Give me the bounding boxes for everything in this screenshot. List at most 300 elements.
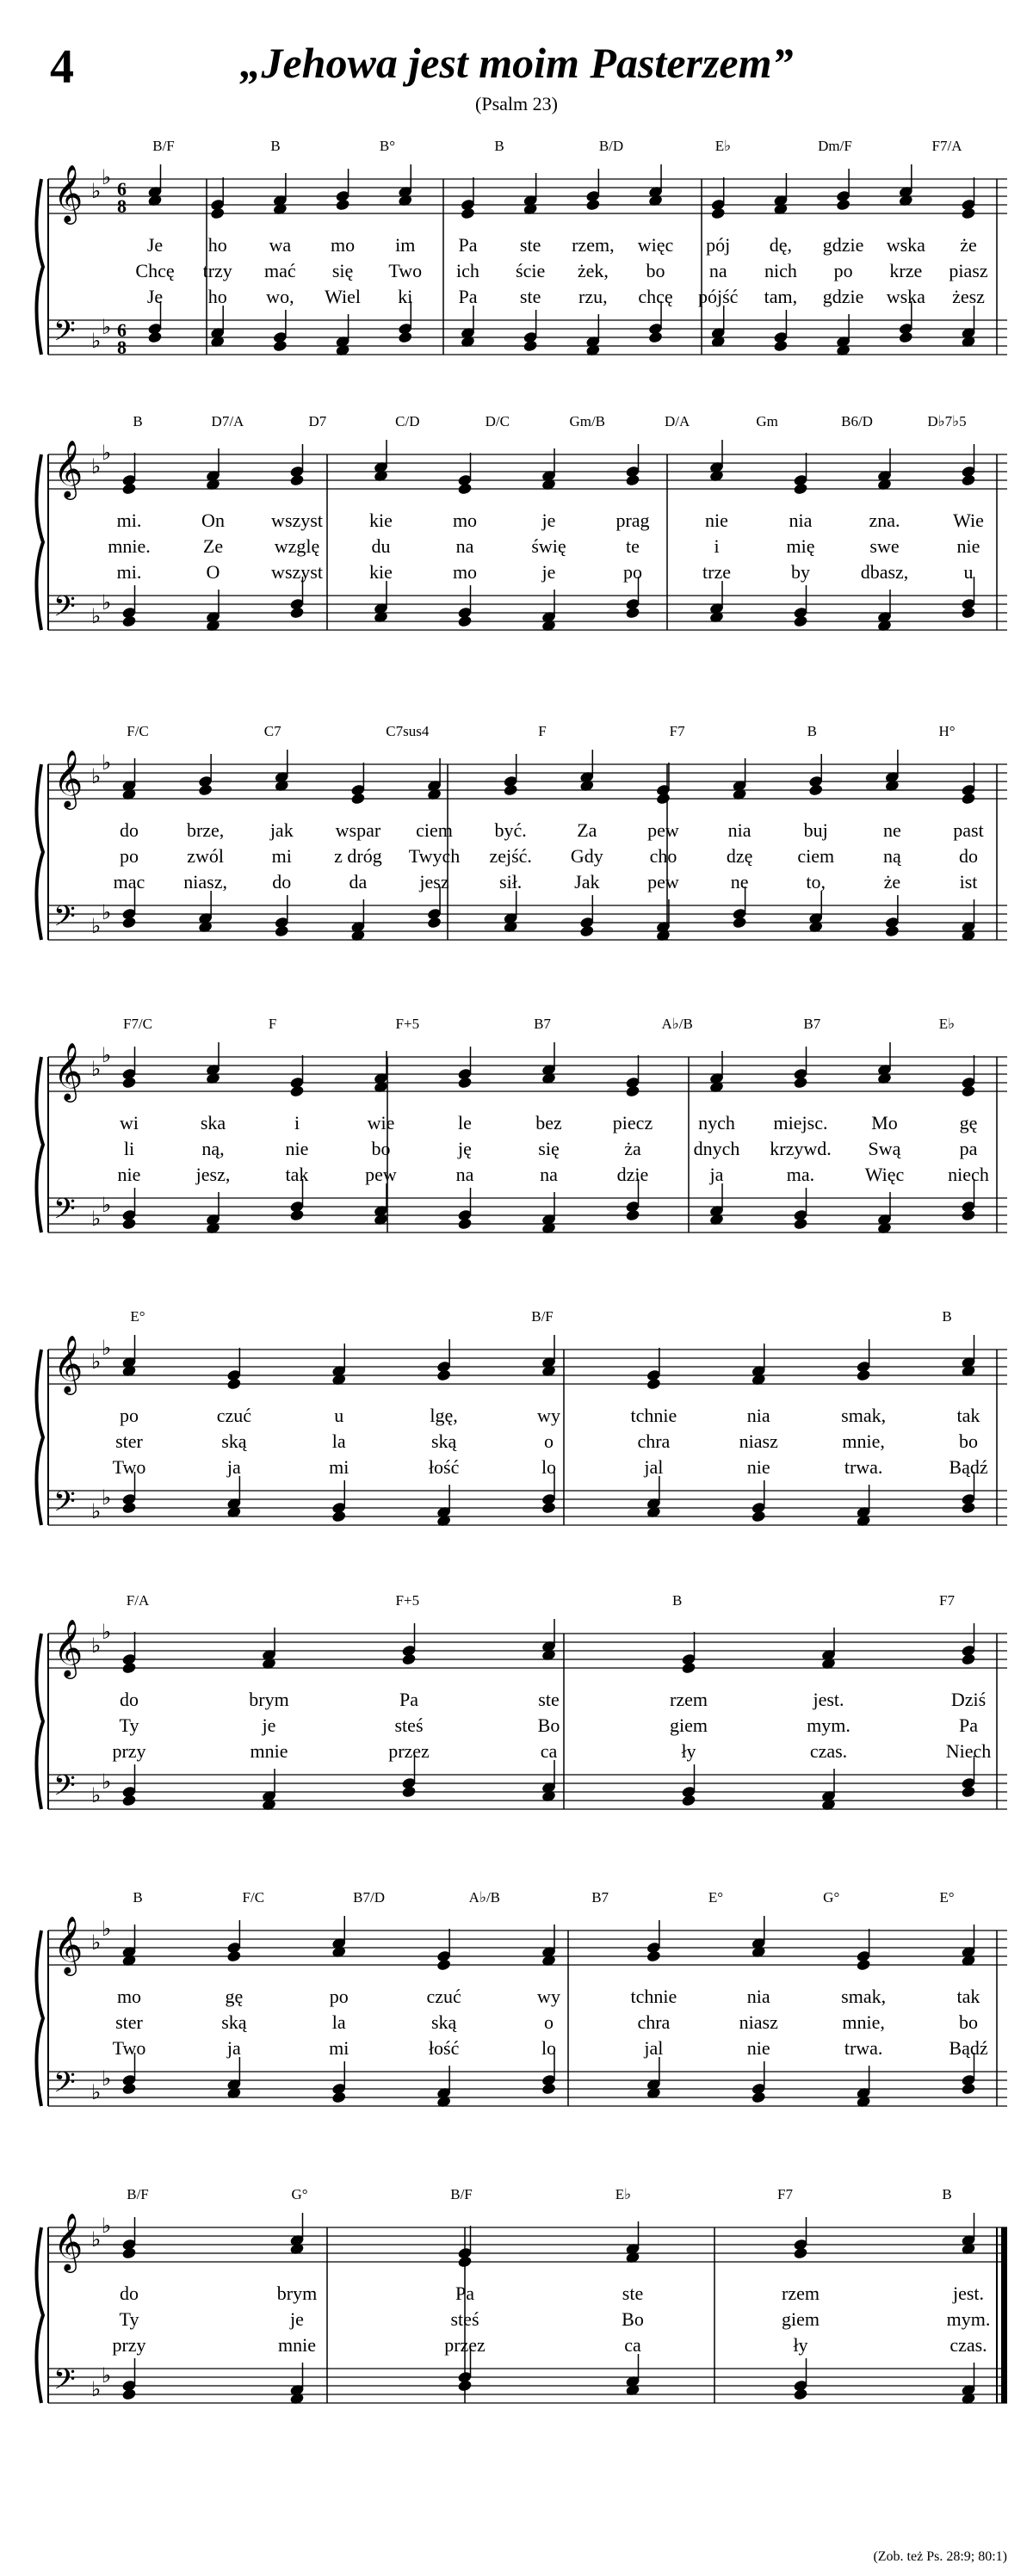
flat-icon: ♭ [91, 1785, 102, 1807]
lyric-syllable: ne [730, 871, 749, 893]
treble-staff [48, 1618, 1007, 1679]
bass-staff [48, 2363, 1007, 2403]
lyric-syllable: chra [637, 1430, 671, 1452]
lyric-syllable: Pa [399, 1689, 418, 1710]
chord-symbol: F+5 [395, 1016, 420, 1032]
lyric-syllable: by [791, 561, 810, 583]
lyric-syllable: łość [428, 2037, 460, 2059]
lyric-syllable: ja [709, 1164, 724, 1185]
music-system-1 [34, 129, 1007, 387]
chord-symbol: C7 [263, 723, 281, 739]
flat-icon: ♭ [102, 1771, 112, 1794]
chord-symbol: F/C [127, 723, 149, 739]
chord-symbol: B/F [127, 2186, 149, 2202]
lyric-syllable: Swą [868, 1138, 901, 1159]
lyric-syllable: jest. [952, 2283, 985, 2304]
flat-icon: ♭ [91, 1501, 102, 1523]
flat-icon: ♭ [102, 1622, 112, 1644]
note-chord [732, 758, 747, 930]
lyric-syllable: ciem [797, 845, 835, 867]
lyric-syllable: ły [681, 1740, 696, 1762]
bass-clef-icon: 𝄢 [53, 1486, 76, 1525]
lyric-syllable: że [883, 871, 901, 893]
flat-icon: ♭ [102, 1337, 112, 1360]
lyric-syllable: mi. [116, 510, 142, 531]
lyric-syllable: Pa [455, 2283, 474, 2304]
flat-icon: ♭ [102, 2215, 112, 2238]
lyric-syllable: zwól [187, 845, 225, 867]
bass-clef-icon: 𝄢 [53, 900, 76, 940]
lyric-syllable: tam, [764, 286, 798, 307]
lyric-syllable: du [371, 535, 391, 557]
lyric-syllable: bez [535, 1112, 562, 1134]
lyric-syllable: On [201, 510, 225, 531]
staff-graphics [34, 714, 1007, 973]
chord-symbol: D♭7♭5 [927, 413, 967, 429]
lyric-syllable: Bo [537, 1714, 560, 1736]
lyric-syllable: Ty [119, 2308, 139, 2330]
bass-clef-icon: 𝄢 [53, 1193, 76, 1232]
chord-symbol: E° [130, 1308, 145, 1325]
time-signature-bottom: 8 [117, 337, 127, 358]
chord-symbol: B [942, 2186, 952, 2202]
chord-symbol: D/C [485, 413, 510, 429]
lyric-syllable: Pa [458, 234, 478, 256]
lyric-syllable: nie [117, 1164, 141, 1185]
lyric-syllable: Chcę [135, 260, 175, 281]
lyric-syllable: na [540, 1164, 558, 1185]
lyric-syllable: Twych [408, 845, 461, 867]
lyric-syllable: ca [624, 2334, 641, 2356]
lyric-syllable: i [714, 535, 720, 557]
bass-staff [48, 1770, 1007, 1809]
note-chord [961, 1924, 976, 2096]
lyric-syllable: wszyst [271, 510, 323, 531]
lyric-syllable: ska [200, 1112, 226, 1134]
bass-staff [48, 900, 1007, 940]
lyric-syllable: żek, [577, 260, 609, 281]
lyric-syllable: ich [456, 260, 479, 281]
lyric-syllable: wie [367, 1112, 395, 1134]
chord-symbol: D/A [665, 413, 690, 429]
lyric-syllable: giem [670, 1714, 708, 1736]
lyric-syllable: brze, [186, 819, 225, 841]
lyric-syllable: przez [444, 2334, 486, 2356]
lyric-syllable: nie [746, 2037, 770, 2059]
lyric-syllable: smak, [841, 1986, 887, 2007]
lyric-syllable: mo [116, 1986, 142, 2007]
lyric-syllable: ste [519, 286, 541, 307]
note-chord [121, 758, 137, 930]
note-chord [272, 750, 292, 938]
lyric-syllable: niech [948, 1164, 989, 1185]
system-brace [36, 1634, 43, 1809]
lyric-syllable: żesz [952, 286, 985, 307]
lyric-syllable: na [455, 1164, 474, 1185]
treble-staff [48, 439, 1007, 500]
lyric-syllable: nych [698, 1112, 735, 1134]
flat-icon: ♭ [91, 1059, 102, 1081]
lyric-syllable: nia [727, 819, 752, 841]
flat-icon: ♭ [102, 1195, 112, 1217]
flat-icon: ♭ [91, 2229, 102, 2252]
lyric-syllable: dzie [616, 1164, 649, 1185]
lyric-syllable: nie [285, 1138, 309, 1159]
chord-symbol: F7 [939, 1592, 955, 1609]
lyric-syllable: O [206, 561, 220, 583]
flat-icon: ♭ [102, 442, 112, 465]
system-brace [36, 764, 43, 940]
lyric-syllable: więc [637, 234, 674, 256]
chord-symbol: E° [708, 1889, 724, 1906]
chord-symbol: B6/D [841, 413, 873, 429]
lyric-syllable: trwa. [844, 1456, 883, 1478]
lyric-syllable: je [541, 561, 556, 583]
lyric-syllable: cho [649, 845, 677, 867]
lyric-syllable: wszyst [271, 561, 323, 583]
lyric-syllable: Bo [622, 2308, 644, 2330]
lyric-syllable: Wiel [325, 286, 361, 307]
lyric-syllable: wo, [266, 286, 294, 307]
note-chord [427, 758, 442, 930]
lyric-syllable: ja [226, 2037, 241, 2059]
time-signature-top: 6 [117, 178, 127, 200]
music-system-4 [34, 1007, 1007, 1265]
lyric-syllable: ca [540, 1740, 558, 1762]
flat-icon: ♭ [102, 592, 112, 615]
lyric-syllable: wa [269, 234, 292, 256]
lyric-syllable: nie [956, 535, 980, 557]
lyric-syllable: niasz [739, 2011, 778, 2033]
lyric-syllable: gdzie [822, 286, 864, 307]
lyric-syllable: po [833, 260, 853, 281]
flat-icon: ♭ [102, 902, 112, 924]
note-chord [884, 750, 900, 938]
lyric-syllable: Two [388, 260, 423, 281]
lyric-syllable: bo [646, 260, 665, 281]
lyric-syllable: czuć [216, 1405, 252, 1426]
chord-symbol: B [671, 1592, 683, 1609]
note-chord [579, 750, 595, 938]
lyric-syllable: je [290, 2308, 304, 2330]
flat-icon: ♭ [91, 456, 102, 479]
lyric-syllable: mnie [278, 2334, 316, 2356]
lyric-syllable: wi [120, 1112, 139, 1134]
staff-graphics [34, 129, 1007, 387]
page-header [0, 0, 1033, 120]
flat-icon: ♭ [102, 2068, 112, 2091]
system-brace [36, 1930, 43, 2106]
lyric-syllable: dbasz, [860, 561, 909, 583]
chord-symbol: E° [939, 1889, 955, 1906]
note-chord [751, 1916, 766, 2104]
chord-symbol: F/C [242, 1889, 265, 1906]
lyric-syllable: chra [637, 2011, 671, 2033]
lyric-syllable: przez [388, 1740, 430, 1762]
lyric-syllable: ską [221, 2011, 247, 2033]
lyric-syllable: u [334, 1405, 344, 1426]
lyric-syllable: się [538, 1138, 560, 1159]
lyric-syllable: ster [115, 1430, 143, 1452]
chord-symbol: A♭/B [468, 1889, 501, 1906]
lyric-syllable: ho [207, 286, 227, 307]
chord-symbol: B/F [152, 138, 175, 154]
lyric-syllable: nia [746, 1405, 770, 1426]
lyric-syllable: mnie, [842, 1430, 885, 1452]
lyric-syllable: Two [112, 1456, 146, 1478]
lyric-syllable: kie [369, 510, 393, 531]
lyric-syllable: o [544, 1430, 554, 1452]
lyric-syllable: mnie [250, 1740, 288, 1762]
staff-graphics [34, 1881, 1007, 2139]
lyric-syllable: tchnie [630, 1405, 677, 1426]
note-chord [198, 754, 213, 934]
lyric-syllable: mo [452, 510, 478, 531]
chord-symbol: B [133, 1889, 143, 1906]
treble-staff [48, 2212, 1007, 2273]
treble-clef-icon: 𝄞 [53, 1618, 84, 1677]
flat-icon: ♭ [102, 317, 112, 339]
music-system-2 [34, 405, 1007, 663]
lyric-syllable: ną [882, 845, 901, 867]
chord-symbol: B [494, 138, 504, 154]
lyric-syllable: chcę [638, 286, 673, 307]
lyric-syllable: ską [430, 2011, 457, 2033]
lyric-syllable: gdzie [822, 234, 864, 256]
lyric-syllable: pój [706, 234, 731, 256]
chord-symbol: E♭ [714, 138, 732, 154]
lyric-syllable: że [960, 234, 977, 256]
lyric-syllable: ho [207, 234, 227, 256]
flat-icon: ♭ [91, 766, 102, 788]
lyric-syllable: past [953, 819, 984, 841]
flat-icon: ♭ [102, 1487, 112, 1510]
lyric-syllable: jal [644, 1456, 664, 1478]
lyric-syllable: Mo [871, 1112, 898, 1134]
flat-icon: ♭ [91, 181, 102, 203]
chord-symbol: G° [291, 2186, 308, 2202]
chord-symbol: D7 [308, 413, 327, 429]
lyric-syllable: Pa [458, 286, 478, 307]
footer-reference: (Zob. też Ps. 28:9; 80:1) [873, 2549, 1007, 2564]
lyric-syllable: ste [622, 2283, 644, 2304]
lyric-syllable: Dziś [950, 1689, 987, 1710]
chord-symbol: F7/A [931, 138, 962, 154]
lyric-syllable: zejść. [489, 845, 532, 867]
chord-symbol: F7 [669, 723, 685, 739]
lyric-syllable: trwa. [844, 2037, 883, 2059]
staff-graphics [34, 1300, 1007, 1558]
lyric-syllable: brym [249, 1689, 289, 1710]
flat-icon: ♭ [102, 2365, 112, 2388]
lyric-syllable: wspar [335, 819, 381, 841]
bass-clef-icon: 𝄢 [53, 1770, 76, 1809]
lyric-syllable: mym. [807, 1714, 851, 1736]
lyric-syllable: jak [269, 819, 294, 841]
lyric-syllable: mac [113, 871, 145, 893]
chord-symbol: B7 [534, 1016, 551, 1032]
lyric-syllable: tak [956, 1405, 980, 1426]
lyric-syllable: ste [538, 1689, 560, 1710]
lyric-syllable: trzy [202, 260, 232, 281]
lyric-syllable: rzu, [578, 286, 608, 307]
lyric-syllable: lo [541, 1456, 557, 1478]
lyric-syllable: sił. [499, 871, 523, 893]
lyric-syllable: tak [956, 1986, 980, 2007]
lyric-syllable: miejsc. [773, 1112, 828, 1134]
lyric-syllable: krzywd. [770, 1138, 832, 1159]
flat-icon: ♭ [102, 752, 112, 775]
flat-icon: ♭ [102, 1918, 112, 1941]
system-brace [36, 454, 43, 630]
lyric-syllable: dzę [726, 845, 753, 867]
lyric-syllable: giem [782, 2308, 820, 2330]
system-brace [36, 2227, 43, 2403]
note-chord [503, 754, 518, 934]
chord-symbol: D7/A [211, 413, 244, 429]
lyric-syllable: ki [398, 286, 413, 307]
lyric-syllable: łość [428, 1456, 460, 1478]
lyric-syllable: lgę, [430, 1405, 458, 1426]
note-chord [331, 1916, 347, 2104]
lyric-syllable: im [395, 234, 416, 256]
chord-symbol: B/D [598, 138, 624, 154]
lyric-syllable: ste [519, 234, 541, 256]
lyric-syllable: steś [394, 1714, 424, 1736]
lyric-syllable: tchnie [630, 1986, 677, 2007]
note-chord [226, 1920, 242, 2100]
chord-symbol: H° [938, 723, 956, 739]
lyric-syllable: li [123, 1138, 135, 1159]
flat-icon: ♭ [91, 1932, 102, 1955]
lyric-syllable: mo [331, 234, 356, 256]
lyric-syllable: Ty [119, 1714, 139, 1736]
lyric-syllable: o [544, 2011, 554, 2033]
lyric-syllable: da [349, 871, 368, 893]
lyric-syllable: Two [112, 2037, 146, 2059]
note-chord [121, 1924, 137, 2096]
lyric-syllable: mi. [116, 561, 142, 583]
lyric-syllable: lo [541, 2037, 557, 2059]
lyric-syllable: ciem [416, 819, 453, 841]
lyric-syllable: Bądź [949, 1456, 988, 1478]
lyric-syllable: Pa [959, 1714, 978, 1736]
chord-symbol: B° [379, 138, 396, 154]
treble-clef-icon: 𝄞 [53, 2212, 84, 2270]
lyric-syllable: dnych [693, 1138, 740, 1159]
chord-symbol: B7/D [353, 1889, 385, 1906]
lyric-syllable: się [331, 260, 354, 281]
treble-clef-icon: 𝄞 [53, 439, 84, 497]
lyric-syllable: swe [869, 535, 900, 557]
lyric-syllable: krze [889, 260, 923, 281]
lyric-syllable: ły [793, 2334, 808, 2356]
chord-symbol: B/F [531, 1308, 554, 1325]
chord-symbol: G° [823, 1889, 840, 1906]
lyric-syllable: na [708, 260, 727, 281]
lyric-syllable: Je [146, 234, 164, 256]
lyric-syllable: po [120, 1405, 139, 1426]
lyric-syllable: ską [221, 1430, 247, 1452]
lyric-syllable: przy [112, 2334, 146, 2356]
staff-graphics [34, 1584, 1007, 1842]
chord-symbol: C7sus4 [386, 723, 430, 739]
lyric-syllable: Wie [953, 510, 984, 531]
system-brace [36, 179, 43, 355]
lyric-syllable: Niech [945, 1740, 992, 1762]
lyric-syllable: po [120, 845, 139, 867]
lyric-syllable: steś [450, 2308, 479, 2330]
system-brace [36, 1350, 43, 1525]
lyric-syllable: tak [285, 1164, 309, 1185]
lyric-syllable: nia [789, 510, 813, 531]
lyric-syllable: jest. [813, 1689, 844, 1710]
note-chord [541, 1924, 557, 2096]
lyric-syllable: bo [959, 1430, 978, 1452]
lyric-syllable: la [331, 2011, 346, 2033]
lyric-syllable: te [626, 535, 640, 557]
lyric-syllable: mo [452, 561, 478, 583]
lyric-syllable: wska [886, 286, 925, 307]
flat-icon: ♭ [91, 916, 102, 938]
flat-icon: ♭ [102, 167, 112, 189]
chord-symbol: B/F [450, 2186, 473, 2202]
lyric-syllable: jesz, [195, 1164, 231, 1185]
lyric-syllable: mym. [946, 2308, 991, 2330]
lyric-syllable: brym [276, 2283, 318, 2304]
lyric-syllable: ist [959, 871, 978, 893]
chord-symbol: F [538, 723, 547, 739]
chord-symbol: E♭ [938, 1016, 956, 1032]
lyric-syllable: pójść [697, 286, 739, 307]
time-signature-bottom: 8 [117, 195, 127, 217]
time-signature-top: 6 [117, 319, 127, 341]
treble-staff [48, 749, 1007, 810]
lyric-syllable: ma. [786, 1164, 815, 1185]
lyric-syllable: nia [746, 1986, 770, 2007]
lyric-syllable: na [455, 535, 474, 557]
lyric-syllable: pew [365, 1164, 397, 1185]
music-system-8 [34, 2178, 1007, 2436]
chord-symbol: Dm/F [818, 138, 852, 154]
lyric-syllable: ście [516, 260, 546, 281]
flat-icon: ♭ [91, 2082, 102, 2104]
lyric-syllable: ja [226, 1456, 241, 1478]
lyric-syllable: zna. [869, 510, 900, 531]
lyric-syllable: niasz, [183, 871, 227, 893]
lyric-syllable: mię [786, 535, 815, 557]
lyric-syllable: do [120, 2283, 139, 2304]
chord-symbol: F [268, 1016, 277, 1032]
chord-symbol: C/D [395, 413, 420, 429]
final-bar-line [1001, 2227, 1007, 2403]
chord-symbol: B [807, 723, 817, 739]
lyric-syllable: piecz [612, 1112, 653, 1134]
lyric-syllable: bo [371, 1138, 391, 1159]
lyric-syllable: bo [959, 2011, 978, 2033]
lyric-syllable: Ze [202, 535, 224, 557]
lyric-syllable: nich [764, 260, 797, 281]
lyric-syllable: mi [271, 845, 292, 867]
lyric-syllable: czas. [809, 1740, 848, 1762]
lyric-syllable: do [272, 871, 292, 893]
treble-clef-icon: 𝄞 [53, 1041, 84, 1100]
lyric-syllable: pa [959, 1138, 978, 1159]
lyric-syllable: Jak [574, 871, 600, 893]
lyric-syllable: po [623, 561, 642, 583]
lyric-syllable: mi [329, 2037, 349, 2059]
lyric-syllable: mi [329, 1456, 349, 1478]
